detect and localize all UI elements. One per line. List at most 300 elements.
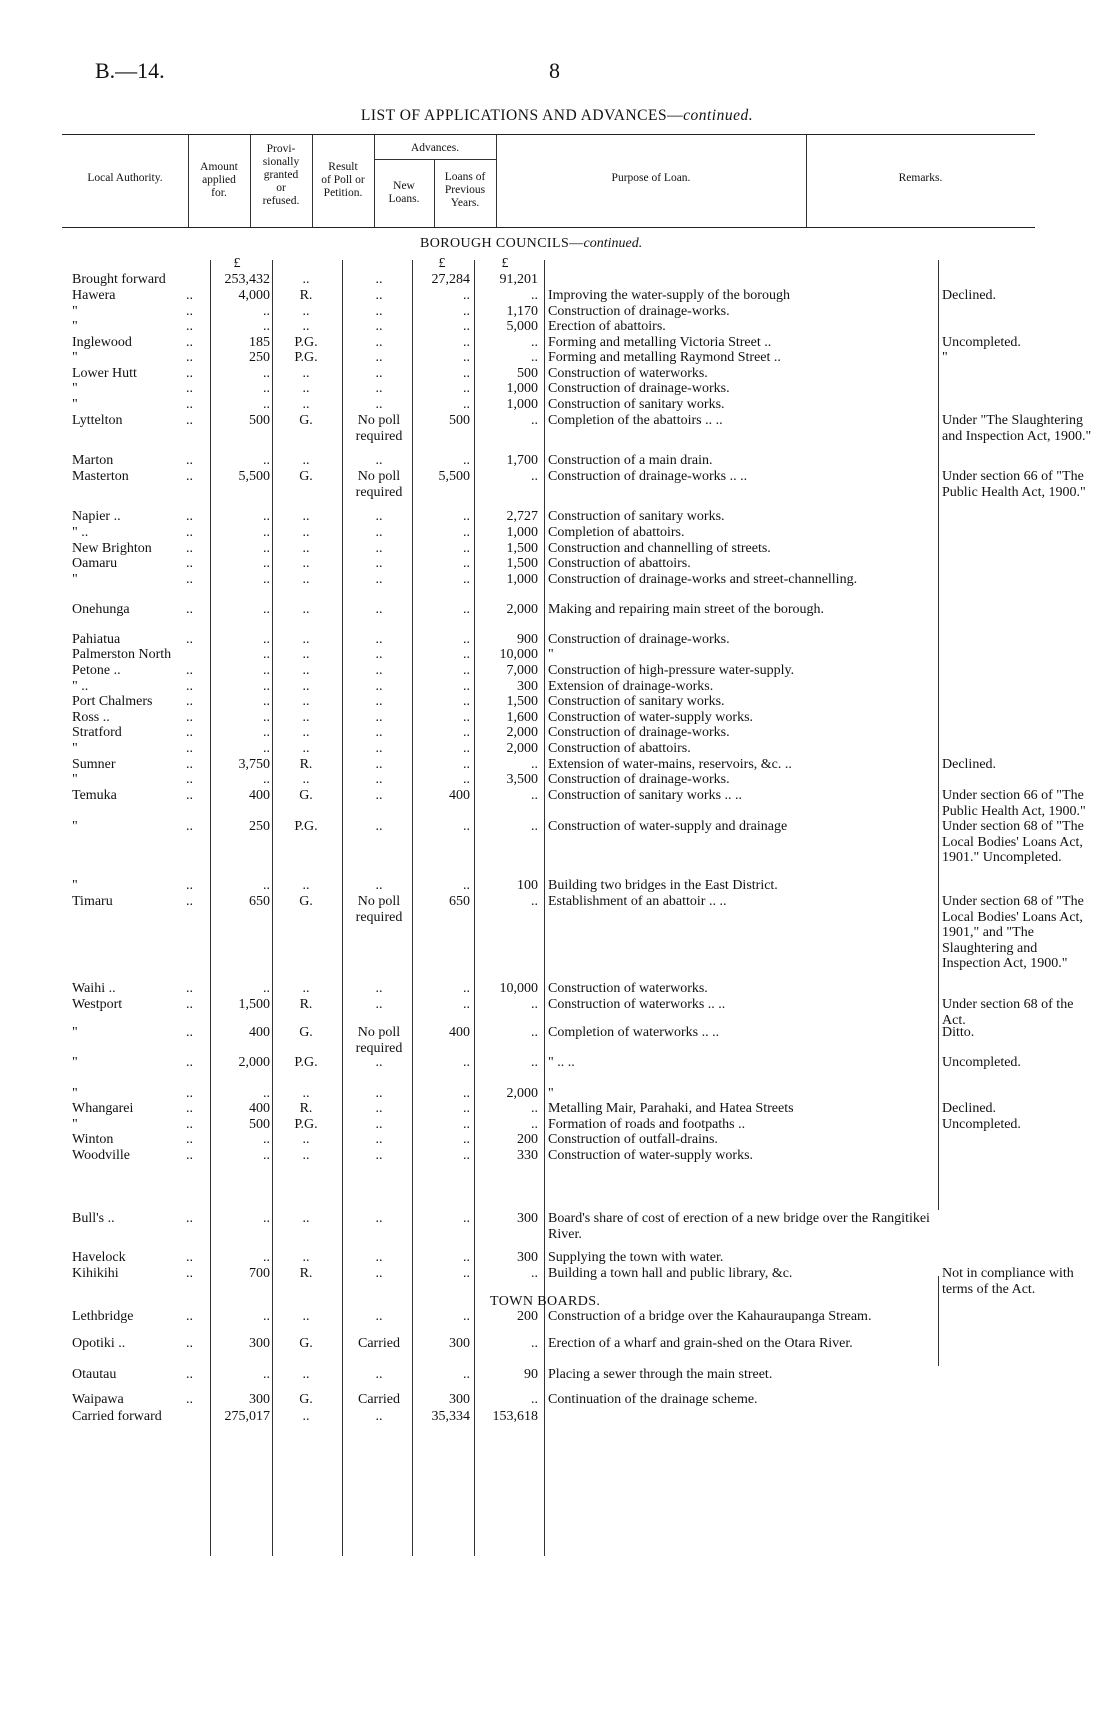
cell-poll-result: No poll required [355, 894, 403, 925]
cell-new-loans: .. [463, 541, 470, 556]
cell-amount: .. [263, 1309, 270, 1324]
cell-previous-loans: 2,000 [506, 725, 538, 740]
cell-poll-result: .. [375, 319, 383, 334]
cell-status: .. [302, 772, 310, 787]
cell-purpose: Construction of waterworks. [548, 981, 708, 996]
cell-amount: 300 [249, 1336, 270, 1351]
cell-amount: 500 [249, 1117, 270, 1132]
cell-amount: 185 [249, 335, 270, 350]
cell-new-loans: .. [463, 509, 470, 524]
cell-poll-result: .. [375, 602, 383, 617]
cell-new-loans: .. [463, 1132, 470, 1147]
cell-remarks: Declined. [942, 1101, 997, 1116]
cell-status: R. [299, 1101, 313, 1116]
cell-previous-loans: 10,000 [499, 647, 538, 662]
cell-local-authority: Marton [72, 453, 114, 468]
cell-leader-dots: .. [186, 469, 193, 484]
cell-leader-dots: .. [186, 1132, 193, 1147]
cell-purpose: Placing a sewer through the main street. [548, 1367, 773, 1382]
cell-local-authority: Carried forward [72, 1409, 162, 1424]
cell-poll-result: .. [375, 1367, 383, 1382]
col-new-loans: New Loans. [388, 180, 420, 205]
cell-status: G. [299, 788, 313, 803]
col-provisionally: Provi- sionally granted or refused. [262, 143, 300, 207]
cell-leader-dots: .. [186, 1266, 193, 1281]
cell-status: .. [302, 397, 310, 412]
cell-previous-loans: 1,170 [506, 304, 538, 319]
cell-amount: .. [263, 741, 270, 756]
cell-amount: .. [263, 572, 270, 587]
page-title: LIST OF APPLICATIONS AND ADVANCES—continued. [360, 107, 754, 124]
cell-status: .. [302, 381, 310, 396]
cell-new-loans: .. [463, 741, 470, 756]
cell-status: .. [302, 878, 310, 893]
cell-local-authority: Westport [72, 997, 123, 1012]
cell-local-authority: Petone .. [72, 663, 121, 678]
col-previous-loans: Loans of Previous Years. [444, 171, 486, 209]
cell-amount: .. [263, 602, 270, 617]
cell-previous-loans: 1,000 [506, 572, 538, 587]
section-town-boards: TOWN BOARDS. [490, 1294, 601, 1309]
cell-new-loans: .. [463, 335, 470, 350]
cell-status: .. [302, 632, 310, 647]
cell-remarks: Under section 68 of "The Local Bodies' Loans Act, 1901," and "The Slaughtering and Inspection Act, 1900." [942, 894, 1084, 971]
cell-previous-loans: .. [531, 819, 538, 834]
cell-local-authority: Onehunga [72, 602, 130, 617]
cell-local-authority: Hawera [72, 288, 116, 303]
cell-leader-dots: .. [186, 894, 193, 909]
cell-previous-loans: 1,600 [506, 710, 538, 725]
cell-amount: .. [263, 319, 270, 334]
cell-local-authority: Waipawa [72, 1392, 124, 1407]
cell-previous-loans: 1,500 [506, 541, 538, 556]
cell-local-authority: Temuka [72, 788, 117, 803]
col-remarks: Remarks. [898, 172, 943, 184]
cell-poll-result: .. [375, 335, 383, 350]
cell-amount: 3,750 [238, 757, 270, 772]
cell-poll-result: .. [375, 679, 383, 694]
cell-purpose: Construction of waterworks .. .. [548, 997, 726, 1012]
cell-leader-dots: .. [186, 1250, 193, 1265]
cell-remarks: Under section 66 of "The Public Health Act, 1900." [942, 469, 1086, 500]
cell-status: .. [302, 366, 310, 381]
cell-local-authority: Timaru [72, 894, 113, 909]
cell-status: .. [302, 1132, 310, 1147]
cell-purpose: Extension of drainage-works. [548, 679, 714, 694]
cell-status: R. [299, 997, 313, 1012]
cell-previous-loans: 200 [517, 1309, 538, 1324]
loans-table: BOROUGH COUNCILS—continued. TOWN BOARDS. £ £ £ Brought forward 253,432 .. .. 27,284 91,201 Hawera .. 4,000 R. .. .. .. Improving the water-supply of the borough Declined. " .. .. .. .. .. 1,170 Construction of drainage-works. " .. .. .. .. .. 5,000 Erection of abattoirs. Inglewood .. 185 P.G. .. .. .. Forming and metalling Victoria Street .. Uncompleted. " .. 250 P.G. .. .. .. Forming and metalling Raymond Street .. " Lower Hutt .. .. .. .. .. 500 Construction of waterworks. " .. .. .. .. .. 1,000 Construction of drainage-works. " .. .. .. .. .. 1,000 Construction of sanitary works. Lyttelton .. 500 G. No poll required 500 .. Completion of the abattoirs .. .. Under "The Slaughtering and Inspection Act, 1900." Marton .. .. .. .. .. 1,700 Construction of a main drain. Masterton .. 5,500 G. No poll required 5,500 .. Construction of drainage-works .. .. Under section 66 of "The Public Health Act, 1900." Napier .. .. .. .. .. .. 2,727 Construction of sanitary works. " .. .. .. .. .. .. 1,000 Completion of abattoirs. New Brighton .. .. .. .. .. 1,500 Construction and channelling of streets. Oamaru .. .. .. .. .. 1,500 Construction of abattoirs. " .. .. .. .. .. 1,000 Construction of drainage-works and street-channelling. Onehunga .. .. .. .. .. 2,000 Making and repairing main street of the borough. Pahiatua .. .. .. .. .. 900 Construction of drainage-works. Palmerston North .. .. .. .. 10,000 " Petone .. .. .. .. .. .. 7,000 Construction of high-pressure water-supply. " .. .. .. .. .. .. 300 Extension of drainage-works. Port Chalmers .. .. .. .. .. 1,500 Construction of sanitary works. Ross .. .. .. .. .. .. 1,600 Construction of water-supply works. Stratford .. .. .. .. .. 2,000 Construction of drainage-works. " .. .. .. .. .. 2,000 Construction of abattoirs. Sumner .. 3,750 R. .. .. .. Extension of water-mains, reservoirs, &c. .. Declined. " .. .. .. .. .. 3,500 Construction of drainage-works. Temuka .. 400 G. .. 400 .. Construction of sanitary works .. .. Under section 66 of "The Public Health Act, 1900." " .. 250 P.G. .. .. .. Construction of water-supply and drainage Under section 68 of "The Local Bodies' Loans Act, 1901." Uncompleted. " .. .. .. .. .. 100 Building two bridges in the East District. Timaru .. 650 G. No poll required 650 .. Establishment of an abattoir .. .. Under section 68 of "The Local Bodies' Loans Act, 1901," and "The Slaughtering and Inspection Act, 1900." Waihi .. .. .. .. .. .. 10,000 Construction of waterworks. Westport .. 1,500 R. .. .. .. Construction of waterworks .. .. Under section 68 of the Act. " .. 400 G. No poll required 400 .. Completion of waterworks .. .. Ditto. " .. 2,000 P.G. .. .. .. " .. .. Uncompleted. " .. .. .. .. .. 2,000 " Whangarei .. 400 R. .. .. .. Metalling Mair, Parahaki, and Hatea Streets Declined. " .. 500 P.G. .. .. .. Formation of roads and footpaths .. Uncompleted. Winton .. .. .. .. .. 200 Construction of outfall-drains. Woodville .. .. .. .. .. 330 Construction of water-supply works. Bull's .. .. .. .. .. .. 300 Board's share of cost of erection of a new bridge over the Rangitikei River. Havelock .. .. .. .. .. 300 Supplying the town with water. Kihikihi .. 700 R. .. .. .. Building a town hall and public library, &c. Not in compliance with terms of the Act. Lethbridge .. .. .. .. .. 200 Construction of a bridge over the Kahauraupanga Stream. Opotiki .. .. 300 G. Carried 300 .. Erection of a wharf and grain-shed on the Otara River. Otautau .. .. .. .. .. 90 Placing a sewer through the main street. Waipawa .. 300 G. Carried 300 .. Continuation of the drainage scheme. Carried forward 275,017 .. .. 35,334 153,618 [62, 226, 1035, 1556]
cell-amount: 250 [249, 350, 270, 365]
cell-previous-loans: .. [531, 1266, 538, 1281]
cell-remarks: Declined. [942, 288, 997, 303]
cell-remarks: Uncompleted. [942, 335, 1021, 350]
cell-previous-loans: 5,000 [506, 319, 538, 334]
cell-local-authority: " [72, 819, 78, 834]
cell-status: G. [299, 1336, 313, 1351]
cell-status: P.G. [294, 1117, 318, 1132]
cell-local-authority: Napier .. [72, 509, 121, 524]
cell-new-loans: .. [463, 679, 470, 694]
cell-amount: .. [263, 632, 270, 647]
cell-status: R. [299, 288, 313, 303]
cell-amount: .. [263, 525, 270, 540]
cell-status: .. [302, 319, 310, 334]
cell-poll-result: .. [375, 1250, 383, 1265]
cell-poll-result: .. [375, 1211, 383, 1226]
cell-leader-dots: .. [186, 632, 193, 647]
cell-new-loans: .. [463, 525, 470, 540]
cell-purpose: Construction of sanitary works. [548, 694, 725, 709]
cell-amount: .. [263, 679, 270, 694]
cell-status: .. [302, 525, 310, 540]
cell-leader-dots: .. [186, 663, 193, 678]
cell-status: .. [302, 741, 310, 756]
cell-previous-loans: 7,000 [506, 663, 538, 678]
cell-previous-loans: 1,500 [506, 694, 538, 709]
cell-purpose: Establishment of an abattoir .. .. [548, 894, 727, 909]
cell-local-authority: " [72, 350, 78, 365]
cell-amount: .. [263, 381, 270, 396]
cell-leader-dots: .. [186, 757, 193, 772]
cell-amount: 400 [249, 1025, 270, 1040]
cell-poll-result: .. [375, 694, 383, 709]
cell-previous-loans: .. [531, 469, 538, 484]
cell-poll-result: .. [375, 556, 383, 571]
cell-remarks: Under section 68 of the Act. [942, 997, 1074, 1028]
cell-local-authority: Lyttelton [72, 413, 123, 428]
col-advances: Advances. [410, 142, 460, 154]
cell-purpose: Formation of roads and footpaths .. [548, 1117, 746, 1132]
cell-poll-result: .. [375, 350, 383, 365]
cell-purpose: Extension of water-mains, reservoirs, &c. .. [548, 757, 792, 772]
cell-leader-dots: .. [186, 335, 193, 350]
cell-purpose: Construction of sanitary works .. .. [548, 788, 743, 803]
cell-purpose: Completion of waterworks .. .. [548, 1025, 720, 1040]
cell-previous-loans: 3,500 [506, 772, 538, 787]
cell-amount: 1,500 [238, 997, 270, 1012]
cell-status: .. [302, 1148, 310, 1163]
cell-amount: .. [263, 509, 270, 524]
cell-local-authority: Ross .. [72, 710, 110, 725]
cell-local-authority: " [72, 1117, 78, 1132]
cell-local-authority: " [72, 572, 78, 587]
cell-leader-dots: .. [186, 710, 193, 725]
cell-amount: 700 [249, 1266, 270, 1281]
cell-poll-result: No poll required [355, 413, 403, 444]
cell-status: .. [302, 1367, 310, 1382]
cell-status: .. [302, 1309, 310, 1324]
cell-status: .. [302, 1250, 310, 1265]
cell-local-authority: Palmerston North [72, 647, 172, 662]
cell-amount: .. [263, 981, 270, 996]
cell-leader-dots: .. [186, 509, 193, 524]
cell-previous-loans: .. [531, 413, 538, 428]
cell-leader-dots: .. [186, 1117, 193, 1132]
cell-previous-loans: 300 [517, 1250, 538, 1265]
cell-previous-loans: .. [531, 894, 538, 909]
cell-previous-loans: .. [531, 757, 538, 772]
cell-remarks: Not in compliance with terms of the Act. [942, 1266, 1074, 1297]
cell-leader-dots: .. [186, 1211, 193, 1226]
cell-leader-dots: .. [186, 366, 193, 381]
cell-previous-loans: 330 [517, 1148, 538, 1163]
cell-local-authority: Havelock [72, 1250, 126, 1265]
cell-amount: 253,432 [224, 272, 270, 287]
cell-new-loans: .. [463, 1117, 470, 1132]
cell-poll-result: .. [375, 772, 383, 787]
cell-purpose: Making and repairing main street of the borough. [548, 602, 825, 617]
cell-purpose: Construction of abattoirs. [548, 741, 691, 756]
cell-new-loans: .. [463, 366, 470, 381]
cell-leader-dots: .. [186, 556, 193, 571]
cell-local-authority: " [72, 397, 78, 412]
cell-purpose: Construction of abattoirs. [548, 556, 691, 571]
cell-poll-result: .. [375, 1409, 383, 1424]
cell-poll-result: .. [375, 272, 383, 287]
cell-status: .. [302, 509, 310, 524]
cell-local-authority: " .. [72, 525, 89, 540]
cell-poll-result: .. [375, 525, 383, 540]
cell-status: P.G. [294, 350, 318, 365]
cell-previous-loans: .. [531, 1025, 538, 1040]
cell-amount: 300 [249, 1392, 270, 1407]
cell-purpose: Metalling Mair, Parahaki, and Hatea Streets [548, 1101, 794, 1116]
cell-new-loans: 500 [449, 413, 470, 428]
cell-previous-loans: 500 [517, 366, 538, 381]
cell-new-loans: .. [463, 1055, 470, 1070]
cell-new-loans: 300 [449, 1336, 470, 1351]
cell-new-loans: .. [463, 381, 470, 396]
cell-purpose: Continuation of the drainage scheme. [548, 1392, 758, 1407]
cell-previous-loans: 100 [517, 878, 538, 893]
cell-leader-dots: .. [186, 981, 193, 996]
cell-status: G. [299, 1025, 313, 1040]
cell-previous-loans: .. [531, 335, 538, 350]
col-amount: Amount applied for. [200, 161, 238, 199]
cell-amount: .. [263, 541, 270, 556]
cell-leader-dots: .. [186, 725, 193, 740]
cell-poll-result: No poll required [355, 469, 403, 500]
cell-previous-loans: .. [531, 1117, 538, 1132]
cell-leader-dots: .. [186, 1309, 193, 1324]
cell-remarks: Uncompleted. [942, 1117, 1021, 1132]
cell-purpose: Construction of drainage-works. [548, 772, 730, 787]
cell-amount: .. [263, 556, 270, 571]
cell-poll-result: .. [375, 878, 383, 893]
cell-leader-dots: .. [186, 1055, 193, 1070]
cell-previous-loans: 153,618 [492, 1409, 538, 1424]
cell-amount: .. [263, 710, 270, 725]
col-result: Result of Poll or Petition. [321, 161, 365, 199]
col-purpose: Purpose of Loan. [611, 172, 691, 184]
cell-status: G. [299, 894, 313, 909]
cell-status: .. [302, 1086, 310, 1101]
cell-status: .. [302, 602, 310, 617]
cell-amount: .. [263, 1086, 270, 1101]
cell-poll-result: .. [375, 1055, 383, 1070]
cell-purpose: Construction of drainage-works. [548, 632, 730, 647]
cell-amount: 275,017 [224, 1409, 270, 1424]
cell-status: .. [302, 572, 310, 587]
cell-leader-dots: .. [186, 288, 193, 303]
cell-purpose: Construction of drainage-works and street-channelling. [548, 572, 858, 587]
cell-new-loans: .. [463, 1266, 470, 1281]
cell-amount: .. [263, 366, 270, 381]
cell-new-loans: .. [463, 710, 470, 725]
cell-purpose: Construction of drainage-works. [548, 304, 730, 319]
cell-status: .. [302, 556, 310, 571]
cell-leader-dots: .. [186, 1392, 193, 1407]
cell-new-loans: .. [463, 632, 470, 647]
cell-status: R. [299, 757, 313, 772]
cell-purpose: Erection of abattoirs. [548, 319, 666, 334]
cell-poll-result: .. [375, 304, 383, 319]
col-local-authority: Local Authority. [87, 172, 163, 184]
cell-leader-dots: .. [186, 397, 193, 412]
cell-local-authority: " [72, 878, 78, 893]
cell-new-loans: .. [463, 1309, 470, 1324]
cell-leader-dots: .. [186, 350, 193, 365]
cell-new-loans: .. [463, 1086, 470, 1101]
cell-amount: .. [263, 397, 270, 412]
cell-status: .. [302, 663, 310, 678]
section-borough-councils: BOROUGH COUNCILS—continued. [420, 236, 643, 251]
cell-purpose: Construction of drainage-works. [548, 725, 730, 740]
cell-new-loans: 35,334 [431, 1409, 470, 1424]
cell-status: .. [302, 694, 310, 709]
cell-poll-result: .. [375, 366, 383, 381]
cell-amount: .. [263, 453, 270, 468]
cell-poll-result: .. [375, 757, 383, 772]
cell-purpose: Supplying the town with water. [548, 1250, 724, 1265]
cell-new-loans: .. [463, 288, 470, 303]
cell-leader-dots: .. [186, 381, 193, 396]
cell-purpose: Forming and metalling Raymond Street .. [548, 350, 781, 365]
cell-previous-loans: 300 [517, 1211, 538, 1226]
cell-poll-result: .. [375, 1117, 383, 1132]
cell-amount: .. [263, 1211, 270, 1226]
cell-status: G. [299, 413, 313, 428]
cell-local-authority: Pahiatua [72, 632, 121, 647]
cell-local-authority: Stratford [72, 725, 122, 740]
cell-new-loans: .. [463, 304, 470, 319]
cell-remarks: " [942, 350, 948, 365]
cell-leader-dots: .. [186, 413, 193, 428]
cell-previous-loans: .. [531, 788, 538, 803]
cell-status: G. [299, 1392, 313, 1407]
cell-poll-result: .. [375, 663, 383, 678]
cell-poll-result: .. [375, 725, 383, 740]
cell-poll-result: .. [375, 997, 383, 1012]
cell-local-authority: Woodville [72, 1148, 130, 1163]
cell-status: P.G. [294, 819, 318, 834]
cell-poll-result: .. [375, 741, 383, 756]
cell-previous-loans: .. [531, 350, 538, 365]
cell-purpose: " [548, 1086, 554, 1101]
cell-previous-loans: 1,000 [506, 381, 538, 396]
cell-new-loans: .. [463, 602, 470, 617]
cell-poll-result: .. [375, 710, 383, 725]
cell-local-authority: " [72, 741, 78, 756]
cell-status: .. [302, 725, 310, 740]
cell-leader-dots: .. [186, 1148, 193, 1163]
cell-amount: .. [263, 694, 270, 709]
cell-amount: .. [263, 1367, 270, 1382]
cell-leader-dots: .. [186, 525, 193, 540]
cell-purpose: Construction of drainage-works .. .. [548, 469, 748, 484]
cell-local-authority: Kihikihi [72, 1266, 119, 1281]
cell-purpose: Construction of a bridge over the Kahauraupanga Stream. [548, 1309, 872, 1324]
cell-status: .. [302, 647, 310, 662]
cell-new-loans: .. [463, 819, 470, 834]
cell-amount: .. [263, 725, 270, 740]
cell-remarks: Under section 66 of "The Public Health Act, 1900." [942, 788, 1086, 819]
cell-new-loans: .. [463, 647, 470, 662]
cell-poll-result: No poll required [355, 1025, 403, 1056]
cell-status: .. [302, 1409, 310, 1424]
cell-local-authority: " [72, 304, 78, 319]
cell-poll-result: Carried [358, 1392, 400, 1407]
cell-local-authority: Lethbridge [72, 1309, 134, 1324]
cell-local-authority: Masterton [72, 469, 129, 484]
cell-status: .. [302, 272, 310, 287]
cell-new-loans: .. [463, 997, 470, 1012]
cell-purpose: Construction of water-supply works. [548, 1148, 754, 1163]
cell-poll-result: .. [375, 819, 383, 834]
cell-amount: 2,000 [238, 1055, 270, 1070]
cell-new-loans: .. [463, 772, 470, 787]
cell-leader-dots: .. [186, 602, 193, 617]
cell-leader-dots: .. [186, 819, 193, 834]
cell-status: R. [299, 1266, 313, 1281]
cell-previous-loans: 1,700 [506, 453, 538, 468]
cell-previous-loans: 2,000 [506, 741, 538, 756]
cell-leader-dots: .. [186, 741, 193, 756]
cell-new-loans: 650 [449, 894, 470, 909]
cell-purpose: Completion of abattoirs. [548, 525, 685, 540]
cell-poll-result: .. [375, 509, 383, 524]
cell-poll-result: .. [375, 1266, 383, 1281]
doc-ref: B.—14. [95, 58, 165, 83]
cell-local-authority: Lower Hutt [72, 366, 137, 381]
cell-leader-dots: .. [186, 679, 193, 694]
cell-poll-result: .. [375, 1132, 383, 1147]
cell-poll-result: .. [375, 632, 383, 647]
cell-previous-loans: 1,000 [506, 397, 538, 412]
cell-purpose: Construction of sanitary works. [548, 509, 725, 524]
cell-purpose: Building two bridges in the East District. [548, 878, 778, 893]
cell-leader-dots: .. [186, 1336, 193, 1351]
cell-status: .. [302, 304, 310, 319]
cell-remarks: Uncompleted. [942, 1055, 1021, 1070]
cell-new-loans: .. [463, 663, 470, 678]
cell-previous-loans: .. [531, 1101, 538, 1116]
cell-purpose: Construction of high-pressure water-supply. [548, 663, 795, 678]
cell-poll-result: .. [375, 1101, 383, 1116]
cell-amount: .. [263, 1148, 270, 1163]
cell-amount: .. [263, 772, 270, 787]
cell-previous-loans: 900 [517, 632, 538, 647]
cell-poll-result: .. [375, 981, 383, 996]
cell-poll-result: .. [375, 541, 383, 556]
cell-purpose: Construction of water-supply works. [548, 710, 754, 725]
cell-previous-loans: 1,000 [506, 525, 538, 540]
cell-poll-result: Carried [358, 1336, 400, 1351]
cell-remarks: Under section 68 of "The Local Bodies' Loans Act, 1901." Uncompleted. [942, 819, 1084, 865]
cell-leader-dots: .. [186, 319, 193, 334]
cell-leader-dots: .. [186, 997, 193, 1012]
